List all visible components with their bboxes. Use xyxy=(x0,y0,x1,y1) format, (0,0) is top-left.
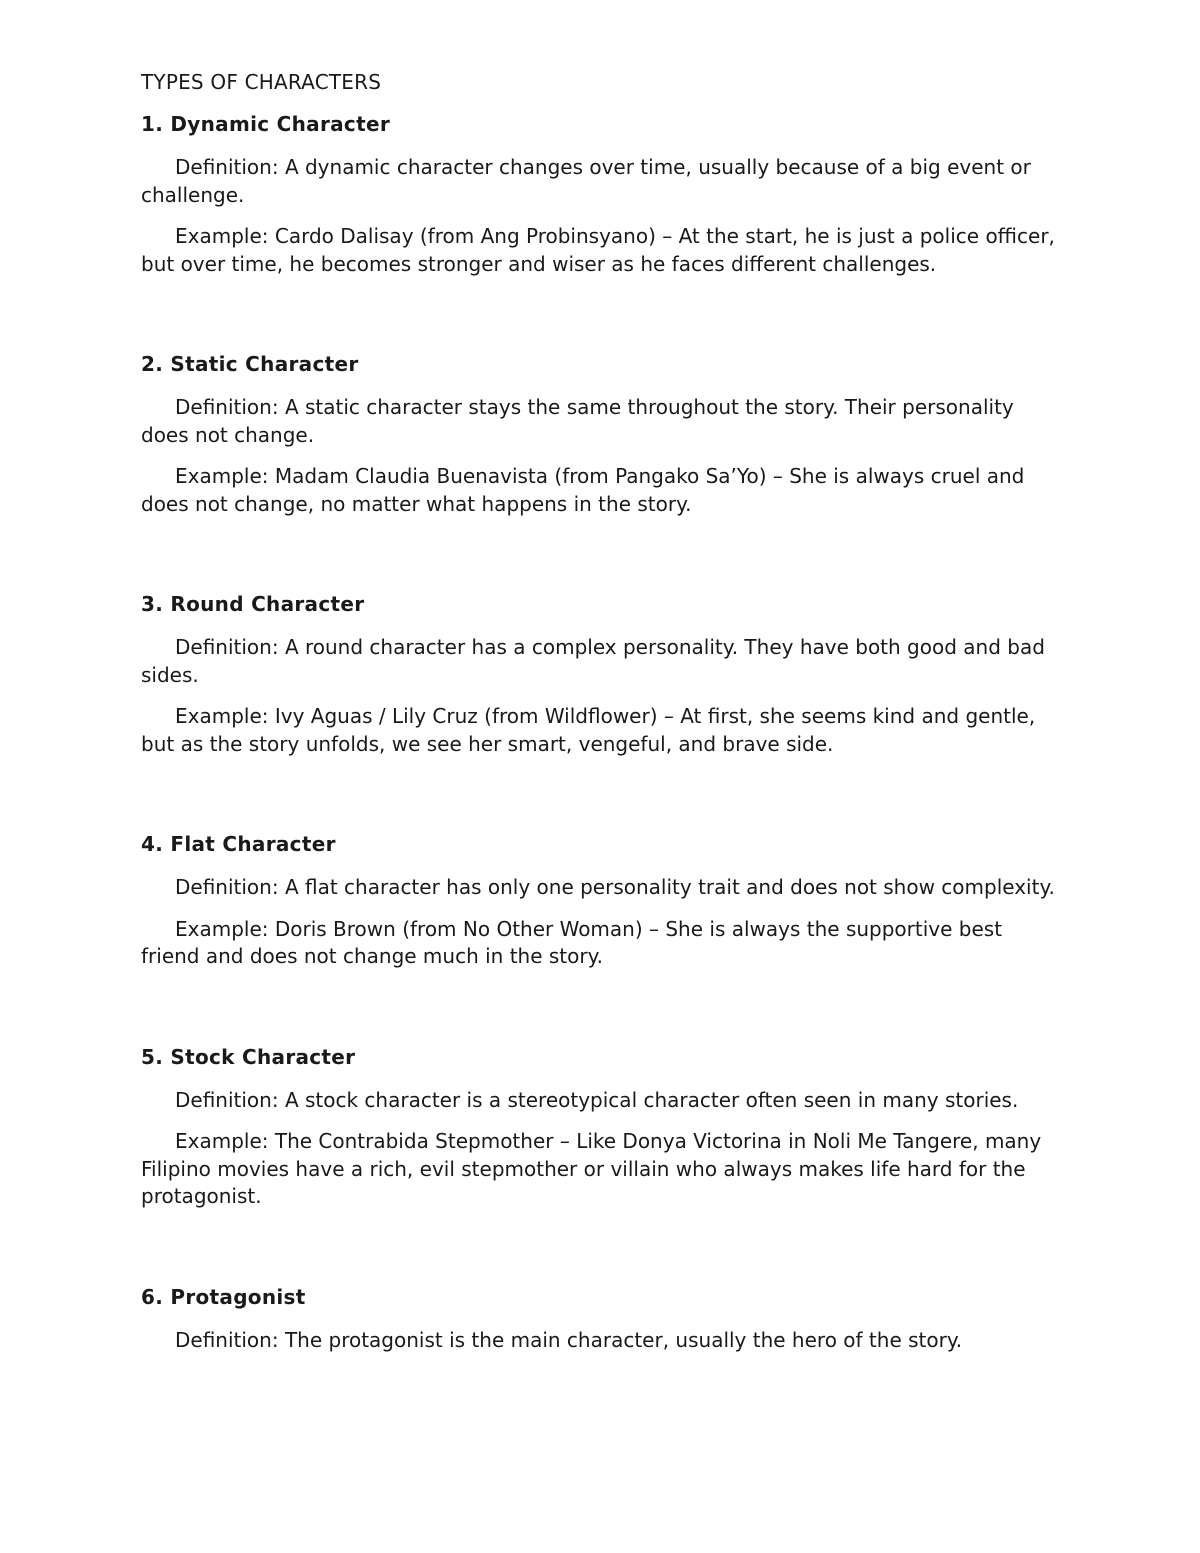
section-dynamic-character xyxy=(141,110,1061,278)
section-spacer xyxy=(141,292,1061,350)
section-heading: 5. Stock Character xyxy=(141,1044,356,1069)
example-paragraph: Example: The Contrabida Stepmother – Like Donya Victorina in Noli Me Tangere, many Filipino movies have a rich, evil stepmother or villain who always makes life hard for the protagonist. xyxy=(141,1129,1042,1208)
example-paragraph: Example: Doris Brown (from No Other Woman) – She is always the supportive best friend and does not change much in the story. xyxy=(141,916,1003,968)
section-flat-character xyxy=(141,830,1061,971)
document-page xyxy=(141,68,1061,1368)
section-heading: 6. Protagonist xyxy=(141,1284,306,1309)
section-heading: 2. Static Character xyxy=(141,352,359,376)
definition-paragraph: Definition: A round character has a complex personality. They have both good and bad sides. xyxy=(141,635,1045,687)
section-spacer xyxy=(141,985,1061,1043)
section-heading: 3. Round Character xyxy=(141,592,365,616)
definition-paragraph: Definition: A dynamic character changes over time, usually because of a big event or challenge. xyxy=(141,155,1031,207)
example-paragraph: Example: Cardo Dalisay (from Ang Probinsyano) – At the start, he is just a police officer, but over time, he becomes stronger and wiser as he faces different challenges. xyxy=(141,224,1055,276)
section-spacer xyxy=(141,1225,1061,1283)
section-protagonist xyxy=(141,1283,1061,1355)
section-static-character xyxy=(141,350,1061,518)
definition-paragraph: Definition: The protagonist is the main character, usually the hero of the story. xyxy=(175,1327,963,1352)
definition-paragraph: Definition: A stock character is a stereotypical character often seen in many stories. xyxy=(175,1087,1019,1112)
section-spacer xyxy=(141,532,1061,590)
section-heading: 4. Flat Character xyxy=(141,832,336,856)
definition-paragraph: Definition: A static character stays the same throughout the story. Their personality does not change. xyxy=(141,395,1014,447)
definition-paragraph: Definition: A flat character has only one personality trait and does not show complexity. xyxy=(175,875,1055,899)
section-round-character xyxy=(141,590,1061,758)
section-stock-character xyxy=(141,1043,1061,1211)
section-spacer xyxy=(141,772,1061,830)
example-paragraph: Example: Madam Claudia Buenavista (from Pangako Sa’Yo) – She is always cruel and does not change, no matter what happens in the story. xyxy=(141,464,1025,516)
example-paragraph: Example: Ivy Aguas / Lily Cruz (from Wildflower) – At first, she seems kind and gentle, but as the story unfolds, we see her smart, vengeful, and brave side. xyxy=(141,704,1036,756)
document-title: TYPES OF CHARACTERS xyxy=(141,70,382,94)
section-heading: 1. Dynamic Character xyxy=(141,112,390,136)
